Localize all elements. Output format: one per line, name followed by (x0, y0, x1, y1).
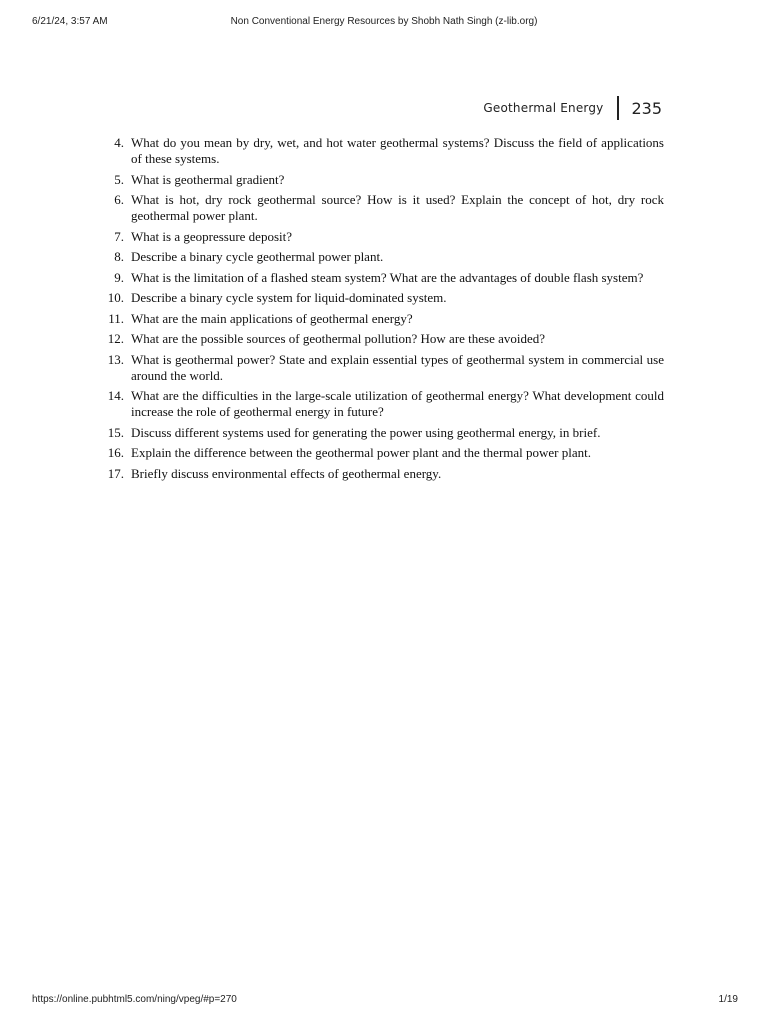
question-number: 15. (107, 424, 124, 440)
question-text: What is the limitation of a flashed steam system? What are the advantages of double flash system? (131, 269, 644, 285)
question-text: Discuss different systems used for generating the power using geothermal energy, in brief. (131, 424, 601, 440)
question-item (102, 229, 664, 245)
question-text: What do you mean by dry, wet, and hot water geothermal systems? Discuss the field of applications of these systems. (131, 135, 664, 166)
question-text: Describe a binary cycle system for liquid-dominated system. (131, 290, 447, 305)
question-item (102, 249, 664, 265)
question-number: 16. (107, 445, 124, 460)
question-text: What is a geopressure deposit? (131, 228, 293, 244)
question-number: 8. (114, 249, 124, 264)
question-number: 13. (107, 351, 124, 367)
question-item (102, 311, 664, 327)
question-item (102, 445, 664, 461)
question-text: What is geothermal power? State and explain essential types of geothermal system in commercial use around the world. (131, 351, 664, 383)
question-number: 9. (114, 269, 124, 285)
question-text: What are the possible sources of geothermal pollution? How are these avoided? (131, 331, 546, 346)
question-number: 4. (114, 135, 124, 150)
question-number: 11. (108, 310, 124, 326)
print-header (0, 16, 768, 30)
question-number: 10. (107, 290, 124, 305)
print-footer (0, 994, 768, 1008)
print-page-count: 1/19 (718, 994, 738, 1005)
question-text: Briefly discuss environmental effects of geothermal energy. (131, 465, 442, 481)
question-number: 12. (107, 331, 124, 346)
question-item (102, 425, 664, 441)
question-number: 14. (107, 388, 124, 403)
question-item (102, 135, 664, 167)
print-datetime: 6/21/24, 3:57 AM (32, 16, 108, 27)
source-url: https://online.pubhtml5.com/ning/vpeg/#p=270 (32, 994, 237, 1005)
question-text: Explain the difference between the geothermal power plant and the thermal power plant. (131, 445, 591, 460)
question-item (102, 290, 664, 306)
question-item (102, 172, 664, 188)
question-number: 17. (107, 465, 124, 481)
header-divider (617, 96, 619, 120)
question-list (102, 135, 664, 486)
question-item (102, 270, 664, 286)
chapter-title: Geothermal Energy (483, 101, 604, 115)
question-text: What are the difficulties in the large-scale utilization of geothermal energy? What development could increase the role of geothermal energy in future? (131, 388, 664, 419)
question-item (102, 192, 664, 224)
question-item (102, 466, 664, 482)
running-head (483, 96, 662, 120)
question-text: What are the main applications of geothermal energy? (131, 310, 413, 326)
question-number: 6. (114, 192, 124, 207)
question-item (102, 331, 664, 347)
question-text: Describe a binary cycle geothermal power plant. (131, 249, 384, 264)
question-item (102, 352, 664, 384)
question-text: What is geothermal gradient? (131, 171, 285, 187)
question-number: 7. (114, 228, 124, 244)
question-item (102, 388, 664, 420)
question-text: What is hot, dry rock geothermal source? How is it used? Explain the concept of hot, dry rock geothermal power plant. (131, 192, 664, 223)
print-document-title: Non Conventional Energy Resources by Shobh Nath Singh (z-lib.org) (230, 16, 538, 27)
page-number: 235 (631, 98, 662, 118)
question-number: 5. (114, 171, 124, 187)
